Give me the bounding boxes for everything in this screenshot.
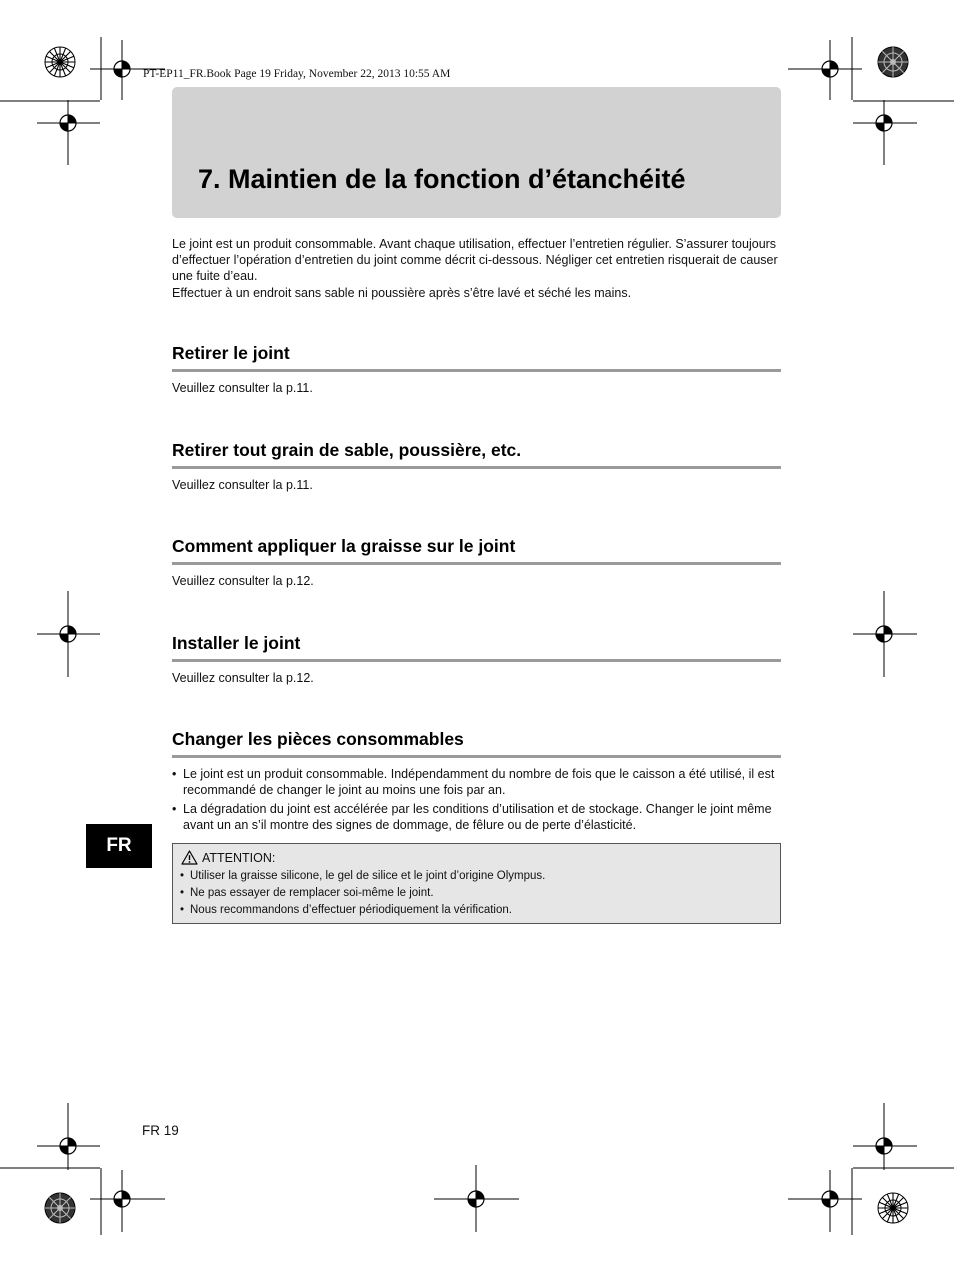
section-reference: Veuillez consulter la p.11. <box>172 478 313 492</box>
list-item-text: Le joint est un produit consommable. Indépendamment du nombre de fois que le caisson a été utilisé, il est recommandé de changer le joint au moins une fois par an. <box>183 767 775 798</box>
list-item <box>180 885 545 902</box>
list-item-text: La dégradation du joint est accélérée par les conditions d’utilisation et de stockage. Changer le joint même avant un an s’il montre des signes de dommage, de fêlure ou de perte d’élasticité. <box>183 801 772 833</box>
bullet: • <box>172 801 177 816</box>
caution-header <box>181 850 275 865</box>
page-number: FR 19 <box>142 1123 179 1138</box>
bullet: • <box>180 904 185 916</box>
intro-paragraph: Effectuer à un endroit sans sable ni poussière après s’être lavé et séché les mains. <box>172 285 632 300</box>
caution-box <box>172 843 781 924</box>
section-replace-consumables <box>172 729 781 836</box>
list-item <box>172 801 781 834</box>
section-heading: Comment appliquer la graisse sur le joint <box>172 536 781 565</box>
list-item-text: Ne pas essayer de remplacer soi-même le joint. <box>190 887 434 899</box>
section-heading: Installer le joint <box>172 633 781 662</box>
section-reference: Veuillez consulter la p.11. <box>172 381 313 395</box>
bullet: • <box>180 870 185 882</box>
bullet: • <box>180 887 185 899</box>
list-item <box>180 868 545 885</box>
section-apply-grease <box>172 536 781 588</box>
section-heading: Changer les pièces consommables <box>172 729 781 758</box>
intro <box>172 236 781 301</box>
language-tab: FR <box>86 824 152 868</box>
intro-paragraph: Le joint est un produit consommable. Avant chaque utilisation, effectuer l’entretien régulier. S’assurer toujours d’effectuer l’opération d’entretien du joint comme décrit ci-dessous. Négliger cet entretien risquerait de causer une fuite d’eau. <box>172 237 778 284</box>
list-item <box>172 766 781 799</box>
page-title: 7. Maintien de la fonction d’étanchéité <box>198 164 686 194</box>
list-item-text: Nous recommandons d’effectuer périodiquement la vérification. <box>190 904 512 916</box>
bullet: • <box>172 767 177 781</box>
caution-list <box>180 868 545 919</box>
bullet-list <box>172 766 781 834</box>
section-remove-seal <box>172 343 781 395</box>
section-heading: Retirer tout grain de sable, poussière, etc. <box>172 440 781 469</box>
warning-icon <box>181 850 198 865</box>
list-item <box>180 902 545 919</box>
section-remove-sand <box>172 440 781 492</box>
list-item-text: Utiliser la graisse silicone, le gel de silice et le joint d’origine Olympus. <box>190 870 546 882</box>
caution-label: ATTENTION: <box>202 850 276 865</box>
title-band <box>172 87 781 218</box>
section-install-seal <box>172 633 781 685</box>
book-header: PT-EP11_FR.Book Page 19 Friday, November 22, 2013 10:55 AM <box>143 68 451 80</box>
section-reference: Veuillez consulter la p.12. <box>172 574 314 588</box>
section-heading: Retirer le joint <box>172 343 781 372</box>
section-reference: Veuillez consulter la p.12. <box>172 671 314 685</box>
